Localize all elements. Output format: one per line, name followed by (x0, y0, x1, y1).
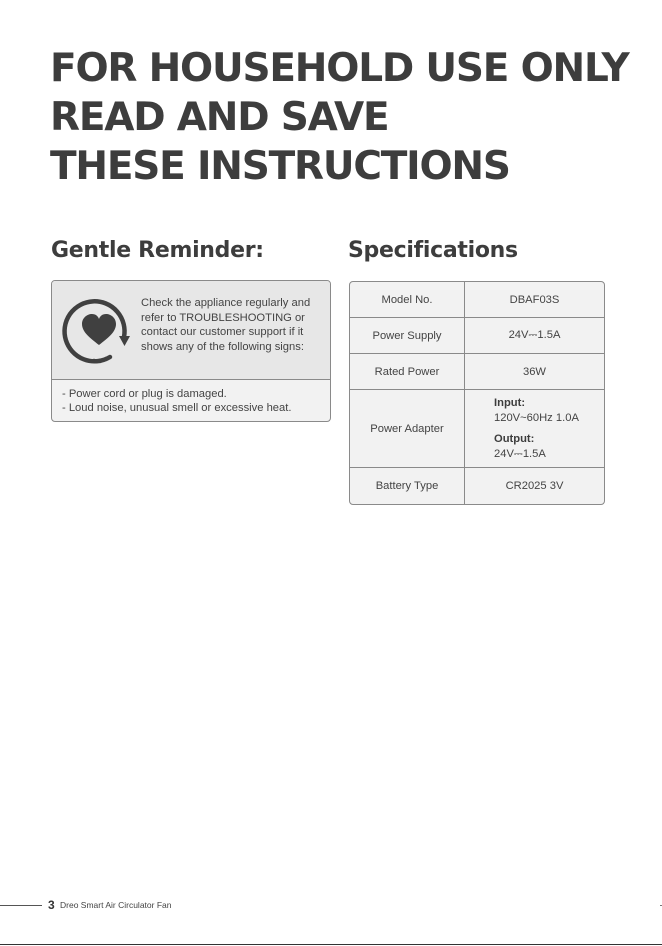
specifications-table (349, 281, 605, 505)
spec-label: Rated Power (350, 354, 465, 389)
table-row (350, 389, 604, 467)
headline-line-2: READ AND SAVE (50, 95, 389, 140)
heart-refresh-icon (60, 291, 138, 369)
spec-label: Power Adapter (350, 390, 465, 467)
table-row (350, 317, 604, 353)
headline (50, 44, 650, 191)
spec-label: Battery Type (350, 468, 465, 504)
page-number: 3 (48, 898, 55, 912)
footer-product-name: Dreo Smart Air Circulator Fan (60, 900, 172, 910)
table-row (350, 282, 604, 317)
list-item: - Loud noise, unusual smell or excessive heat. (62, 401, 292, 414)
reminder-signs-list (62, 388, 326, 416)
list-item: - Power cord or plug is damaged. (62, 388, 227, 400)
input-label: Input: (494, 396, 526, 409)
spec-label: Model No. (350, 282, 465, 317)
headline-line-1: FOR HOUSEHOLD USE ONLY (50, 46, 629, 91)
spec-value (465, 390, 604, 467)
footer-rule (0, 905, 42, 906)
output-label: Output: (494, 432, 535, 445)
table-row (350, 467, 604, 504)
output-value: 24V⎓1.5A (494, 447, 546, 460)
specifications-heading: Specifications (348, 238, 518, 263)
reminder-header (52, 281, 330, 380)
input-value: 120V~60Hz 1.0A (494, 411, 579, 424)
table-row (350, 353, 604, 389)
spec-value: DBAF03S (509, 293, 560, 306)
spec-value: 24V⎓1.5A (508, 329, 561, 341)
spec-value: 36W (522, 365, 546, 378)
spec-value: CR2025 3V (505, 480, 564, 492)
reminder-text: Check the appliance regularly and refer to TROUBLESHOOTING or contact our customer support if it shows any of the following signs: (141, 297, 311, 353)
page-bottom-rule (0, 944, 662, 945)
reminder-box (51, 280, 331, 422)
reminder-heading: Gentle Reminder: (51, 238, 264, 263)
spec-label: Power Supply (350, 318, 465, 353)
headline-line-3: THESE INSTRUCTIONS (50, 144, 510, 189)
